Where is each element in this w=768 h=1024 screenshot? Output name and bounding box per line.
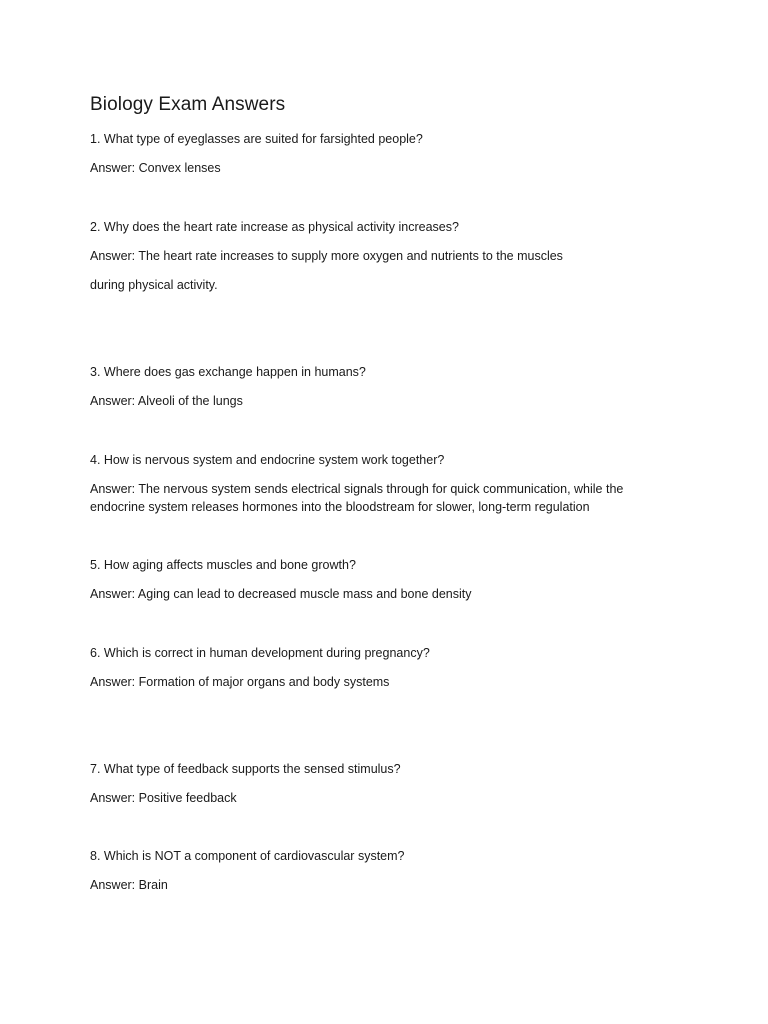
question-6: 6. Which is correct in human development during pregnancy? — [90, 646, 430, 660]
answer-5: Answer: Aging can lead to decreased muscle mass and bone density — [90, 587, 472, 601]
answer-7: Answer: Positive feedback — [90, 791, 237, 805]
answer-4-line-2: endocrine system releases hormones into the bloodstream for slower, long-term regulation — [90, 500, 590, 514]
page-title: Biology Exam Answers — [90, 94, 286, 115]
question-2: 2. Why does the heart rate increase as physical activity increases? — [90, 220, 459, 234]
answer-3: Answer: Alveoli of the lungs — [90, 394, 243, 408]
question-5: 5. How aging affects muscles and bone growth? — [90, 558, 356, 572]
answer-2-line-1: Answer: The heart rate increases to supply more oxygen and nutrients to the muscles — [90, 249, 563, 263]
question-3: 3. Where does gas exchange happen in humans? — [90, 365, 366, 379]
question-7: 7. What type of feedback supports the sensed stimulus? — [90, 762, 401, 776]
answer-2-line-2: during physical activity. — [90, 278, 218, 292]
answer-4-line-1: Answer: The nervous system sends electrical signals through for quick communication, while the — [90, 482, 624, 496]
question-4: 4. How is nervous system and endocrine system work together? — [90, 453, 445, 467]
question-1: 1. What type of eyeglasses are suited for farsighted people? — [90, 132, 423, 146]
answer-6: Answer: Formation of major organs and body systems — [90, 675, 390, 689]
answer-8: Answer: Brain — [90, 878, 168, 892]
answer-1: Answer: Convex lenses — [90, 161, 221, 175]
question-8: 8. Which is NOT a component of cardiovascular system? — [90, 849, 405, 863]
